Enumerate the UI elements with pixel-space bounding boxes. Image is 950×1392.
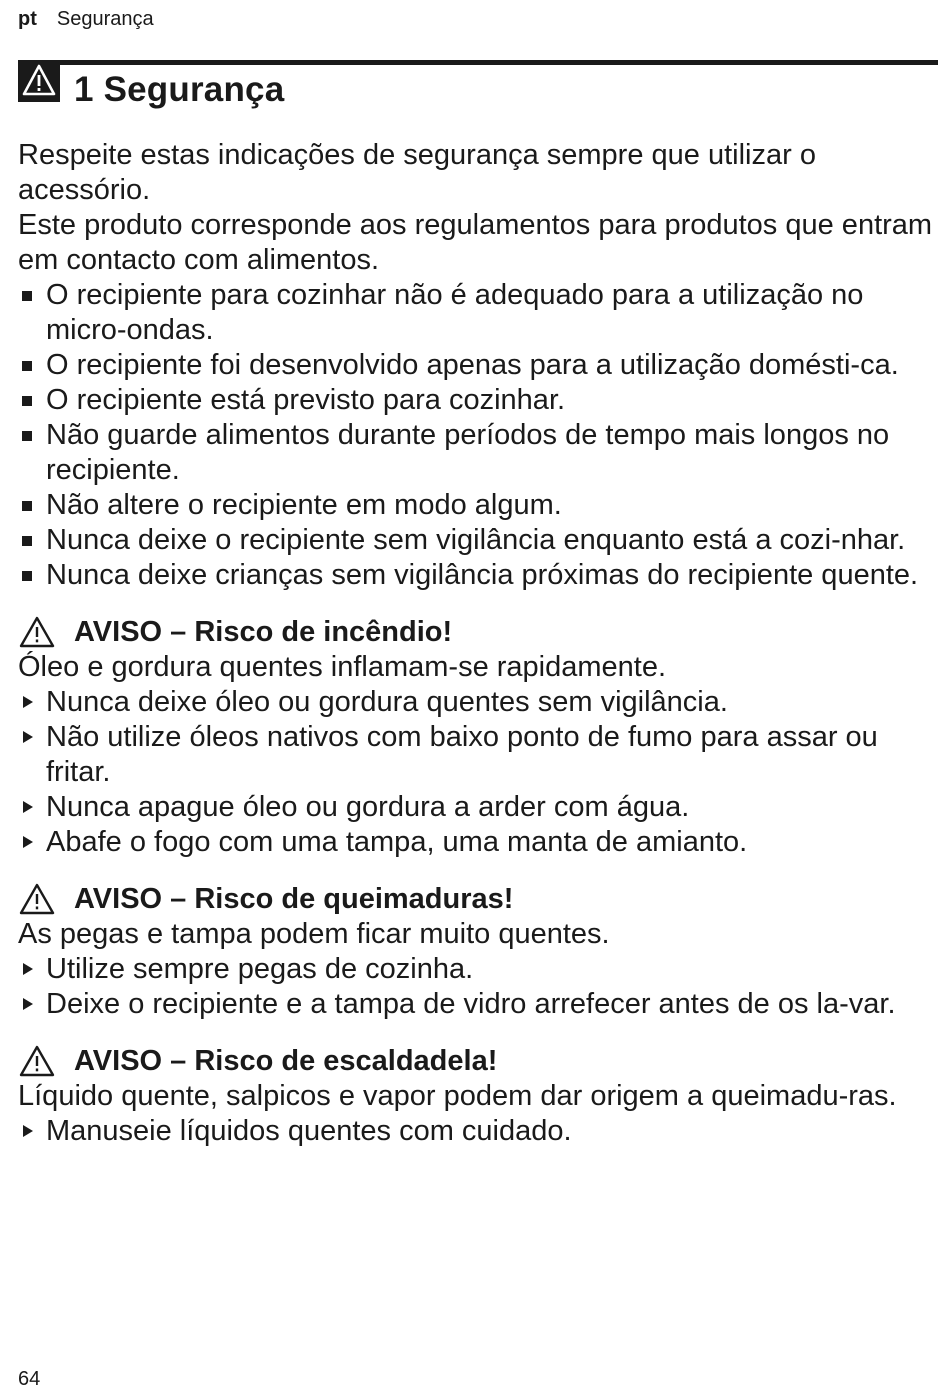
list-item: O recipiente para cozinhar não é adequado para a utilização no micro-ondas. [18,278,938,348]
warning-title-text: AVISO – Risco de incêndio! [74,616,453,648]
list-item: Utilize sempre pegas de cozinha. [18,952,938,987]
safety-bullet-list [18,278,938,593]
list-item: Não altere o recipiente em modo algum. [18,488,938,523]
page-header [18,8,154,31]
header-section: Segurança [56,8,154,30]
warning-triangle-icon [18,1044,56,1087]
intro-paragraph: Este produto corresponde aos regulamentos para produtos que entram em contacto com alimentos. [18,209,933,276]
warning-triangle-icon [18,882,56,925]
list-item: O recipiente foi desenvolvido apenas para a utilização domésti-ca. [18,348,938,383]
list-item: Não utilize óleos nativos com baixo ponto de fumo para assar ou fritar. [18,720,938,790]
warning-steps [18,1114,938,1149]
list-item: Deixe o recipiente e a tampa de vidro arrefecer antes de os la-var. [18,987,938,1022]
warning-icon [18,60,60,102]
warning-steps [18,685,938,860]
list-item: Nunca deixe óleo ou gordura quentes sem vigilância. [18,685,938,720]
warning-triangle-icon [18,615,56,658]
list-item: Abafe o fogo com uma tampa, uma manta de amianto. [18,825,938,860]
list-item: Manuseie líquidos quentes com cuidado. [18,1114,938,1149]
warning-title [18,882,938,917]
warning-title [18,1044,938,1079]
list-item: Não guarde alimentos durante períodos de tempo mais longos no recipiente. [18,418,938,488]
warning-title [18,615,938,650]
list-item: Nunca apague óleo ou gordura a arder com água. [18,790,938,825]
list-item: Nunca deixe o recipiente sem vigilância enquanto está a cozi-nhar. [18,523,938,558]
warning-fire [18,615,938,860]
warning-title-text: AVISO – Risco de escaldadela! [74,1045,498,1077]
safety-content [18,138,938,1149]
intro-paragraph: Respeite estas indicações de segurança sempre que utilizar o acessório. [18,139,816,206]
page-number: 64 [18,1368,41,1390]
warning-text: Óleo e gordura quentes inflamam-se rapidamente. [18,651,667,683]
warning-steps [18,952,938,1022]
warning-scald [18,1044,938,1149]
page-title: 1 Segurança [74,70,285,109]
language-code: pt [18,8,37,30]
warning-burns [18,882,938,1022]
title-rule [48,60,938,65]
warning-text: As pegas e tampa podem ficar muito quentes. [18,918,610,950]
list-item: O recipiente está previsto para cozinhar. [18,383,938,418]
warning-title-text: AVISO – Risco de queimaduras! [74,883,514,915]
list-item: Nunca deixe crianças sem vigilância próximas do recipiente quente. [18,558,938,593]
warning-text: Líquido quente, salpicos e vapor podem dar origem a queimadu-ras. [18,1080,897,1112]
